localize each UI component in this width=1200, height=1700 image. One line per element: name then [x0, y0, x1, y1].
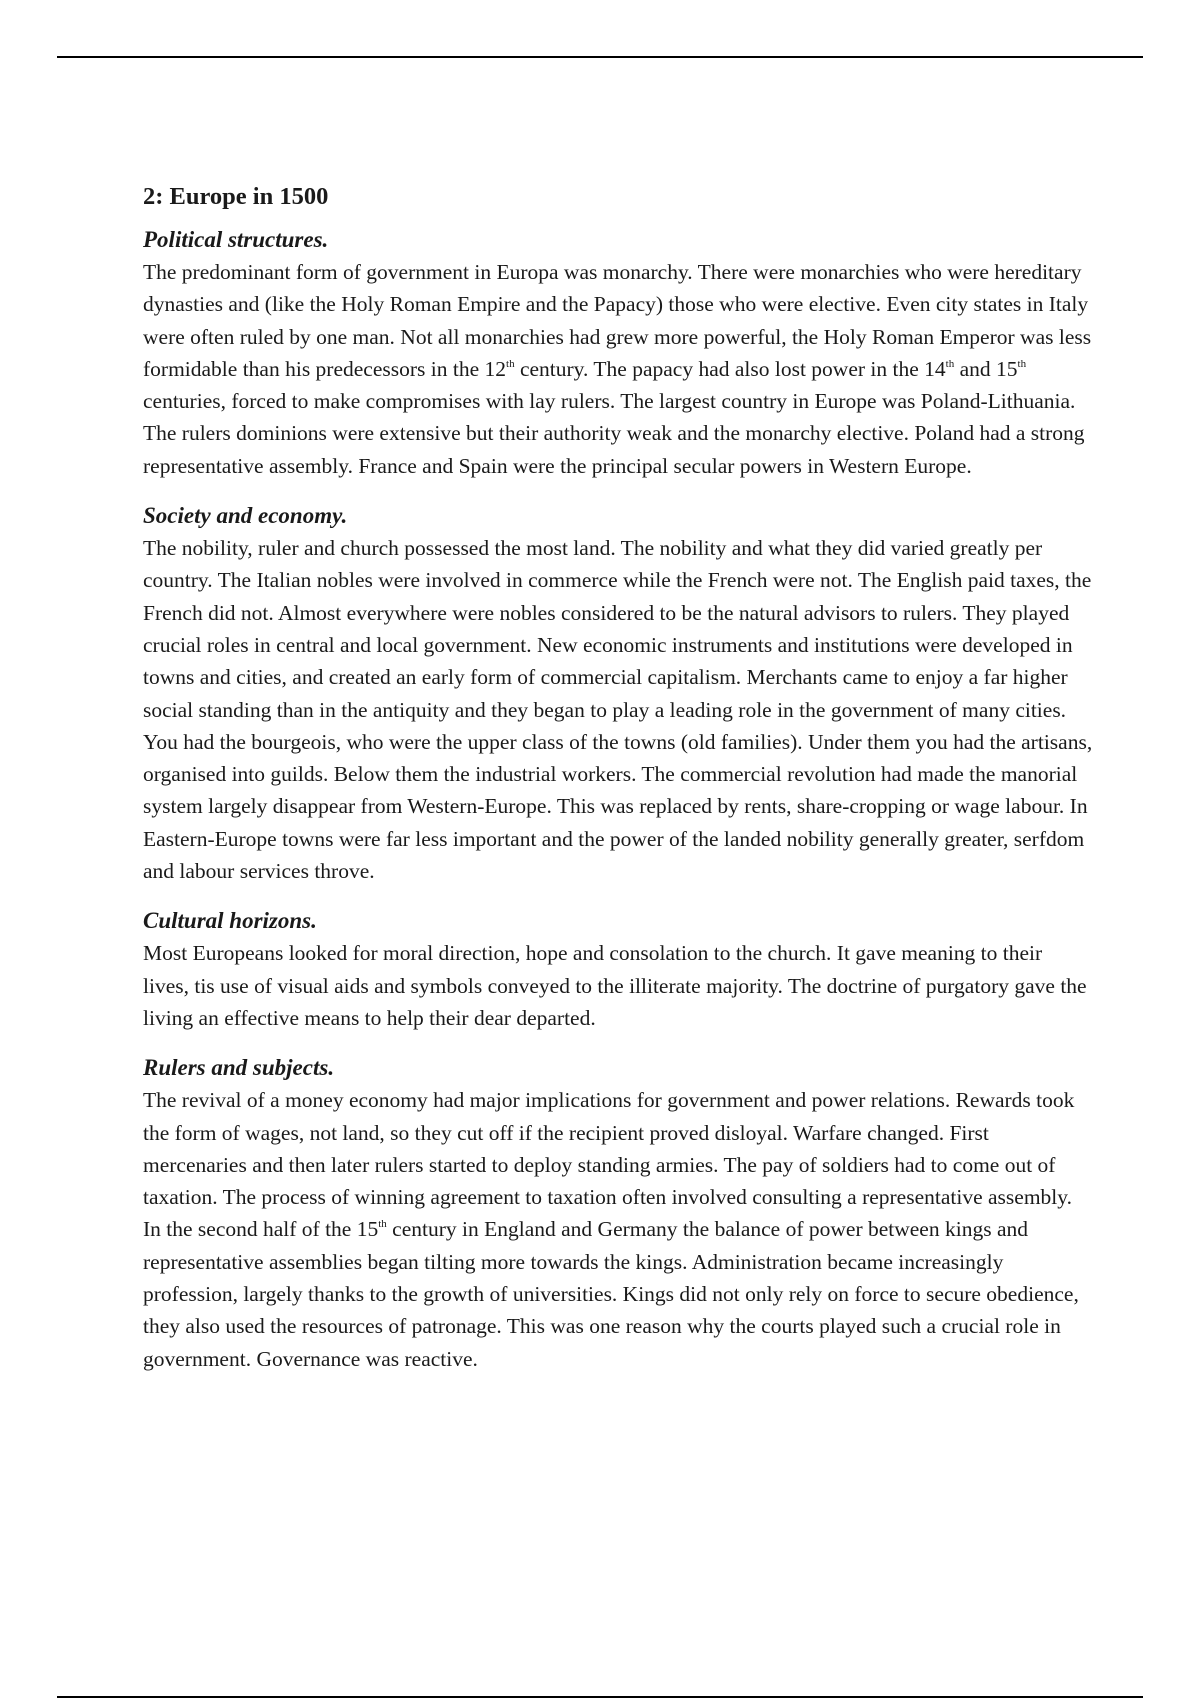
section-paragraph: The predominant form of government in Europa was monarchy. There were monarchies who were hereditary dynasties and (like the Holy Roman Empire and the Papacy) those who were elective. Even city states in Italy were often ruled by one man. Not all monarchies had grew more powerful, the Holy Roman Emperor was less formidable than his predecessors in the 12th century. The papacy had also lost power in the 14th and 15th centuries, forced to make compromises with lay rulers. The largest country in Europe was Poland-Lithuania. The rulers dominions were extensive but their authority weak and the monarchy elective. Poland had a strong representative assembly. France and Spain were the principal secular powers in Western Europe. [143, 260, 1092, 478]
section-heading: Cultural horizons. [143, 908, 317, 934]
section-cultural-horizons [143, 905, 1093, 1034]
ordinal-suffix: th [506, 357, 515, 370]
ordinal-suffix: th [378, 1218, 387, 1231]
section-society-and-economy [143, 500, 1093, 887]
document-title: 2: Europe in 1500 [143, 183, 329, 210]
section-heading: Rulers and subjects. [143, 1055, 335, 1081]
section-paragraph: The revival of a money economy had major implications for government and power relations. Rewards took the form of wages, not land, so they cut off if the recipient proved disloyal. Warfare changed. First mercenaries and then later rulers started to deploy standing armies. The pay of soldiers had to come out of taxation. The process of winning agreement to taxation often involved consulting a representative assembly. In the second half of the 15th century in England and Germany the balance of power between kings and representative assemblies began tilting more towards the kings. Administration became increasingly profession, largely thanks to the growth of universities. Kings did not only rely on force to secure obedience, they also used the resources of patronage. This was one reason why the courts played such a crucial role in government. Governance was reactive. [143, 1088, 1079, 1371]
top-rule [57, 56, 1143, 58]
section-rulers-and-subjects [143, 1052, 1093, 1375]
section-political-structures [143, 224, 1093, 482]
bottom-rule [57, 1696, 1143, 1698]
section-heading: Society and economy. [143, 503, 348, 529]
ordinal-suffix: th [1017, 357, 1027, 370]
section-paragraph: Most Europeans looked for moral direction, hope and consolation to the church. It gave meaning to their lives, tis use of visual aids and symbols conveyed to the illiterate majority. The doctrine of purgatory gave the living an effective means to help their dear departed. [143, 941, 1087, 1030]
section-heading: Political structures. [143, 227, 329, 252]
document-body [143, 180, 1093, 1393]
ordinal-suffix: th [945, 357, 955, 370]
section-paragraph: The nobility, ruler and church possessed the most land. The nobility and what they did varied greatly per country. The Italian nobles were involved in commerce while the French were not. The English paid taxes, the French did not. Almost everywhere were nobles considered to be the natural advisors to rulers. They played crucial roles in central and local government. New economic instruments and institutions were developed in towns and cities, and created an early form of commercial capitalism. Merchants came to enjoy a far higher social standing than in the antiquity and they began to play a leading role in the government of many cities. You had the bourgeois, who were the upper class of the towns (old families). Under them you had the artisans, organised into guilds. Below them the industrial workers. The commercial revolution had made the manorial system largely disappear from Western-Europe. This was replaced by rents, share-cropping or wage labour. In Eastern-Europe towns were far less important and the power of the landed nobility generally greater, serfdom and labour services throve. [143, 536, 1093, 884]
